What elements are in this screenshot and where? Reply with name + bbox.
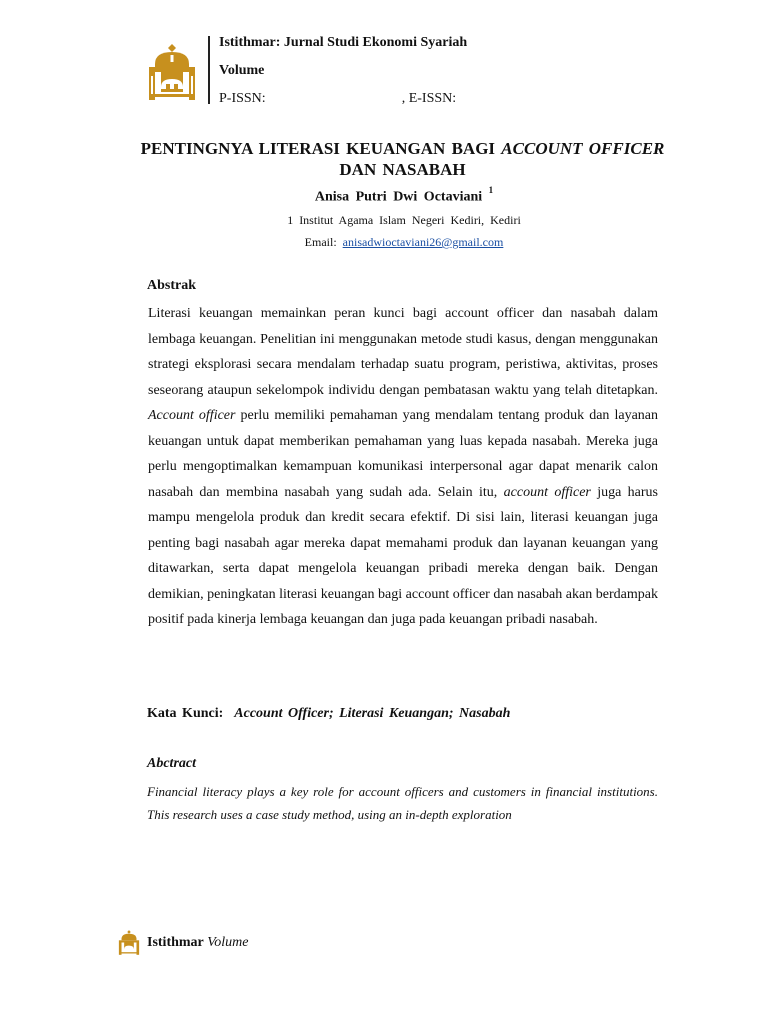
abstrak-heading: Abstrak bbox=[147, 278, 197, 293]
abstract-en-body: Financial literacy plays a key role for account officers and customers in financial institutions. This research uses a case study method, using an in-depth exploration bbox=[147, 784, 658, 822]
email-link[interactable]: anisadwioctaviani26@gmail.com bbox=[342, 235, 504, 249]
author-affiliation-marker: 1 bbox=[488, 185, 494, 195]
volume-label: Volume bbox=[219, 63, 265, 78]
keywords bbox=[147, 706, 510, 722]
author-name: Anisa Putri Dwi Octaviani $^1$ bbox=[314, 185, 494, 205]
email-line bbox=[0, 235, 768, 250]
email-label: Email: bbox=[304, 235, 337, 249]
abstract-en-heading: Abctract bbox=[147, 756, 196, 771]
affiliation: 1 Institut Agama Islam Negeri Kediri, Kediri bbox=[287, 213, 521, 227]
eissn-label: , E-ISSN: bbox=[401, 91, 457, 106]
keywords-label: Kata Kunci: bbox=[147, 706, 224, 721]
article-title: PENTINGNYA LITERASI KEUANGAN BAGI ACCOUNT OFFICER DAN NASABAH bbox=[140, 139, 665, 179]
footer-journal: Istithmar Volume bbox=[147, 935, 249, 950]
journal-name: Istithmar: Jurnal Studi Ekonomi Syariah bbox=[219, 35, 468, 50]
istithmar-logo-icon bbox=[118, 929, 140, 956]
header-divider bbox=[208, 36, 210, 104]
keywords-values: Account Officer; Literasi Keuangan; Nasabah bbox=[234, 706, 511, 721]
pissn-label: P-ISSN: bbox=[219, 91, 266, 106]
abstrak-body: Literasi keuangan memainkan peran kunci bagi account officer dan nasabah dalam lembaga keuangan. Penelitian ini menggunakan metode studi kasus, dengan menggunakan strategi eksplorasi secara mendalam terhadap suatu program, peristiwa, aktivitas, proses seseorang ataupun sekelompok individu dengan pembatasan waktu yang telah ditetapkan. Account officer perlu memiliki pemahaman yang mendalam tentang produk dan layanan keuangan untuk dapat memberikan pemahaman yang luas kepada nasabah. Mereka juga perlu mengoptimalkan kemampuan komunikasi interpersonal agar dapat menarik calon nasabah dan membina nasabah yang sudah ada. Selain itu, account officer juga harus mampu mengelola produk dan kredit secara efektif. Di sisi lain, literasi keuangan juga penting bagi nasabah agar mereka dapat memahami produk dan layanan keuangan yang ditawarkan, serta dapat mengelola keuangan pribadi mereka dengan baik. Dengan demikian, peningkatan literasi keuangan bagi account officer dan nasabah akan berdampak positif pada kinerja lembaga keuangan dan juga pada keuangan pribadi nasabah. bbox=[148, 306, 658, 627]
issn-line bbox=[219, 91, 456, 107]
istithmar-logo-icon bbox=[147, 42, 197, 102]
